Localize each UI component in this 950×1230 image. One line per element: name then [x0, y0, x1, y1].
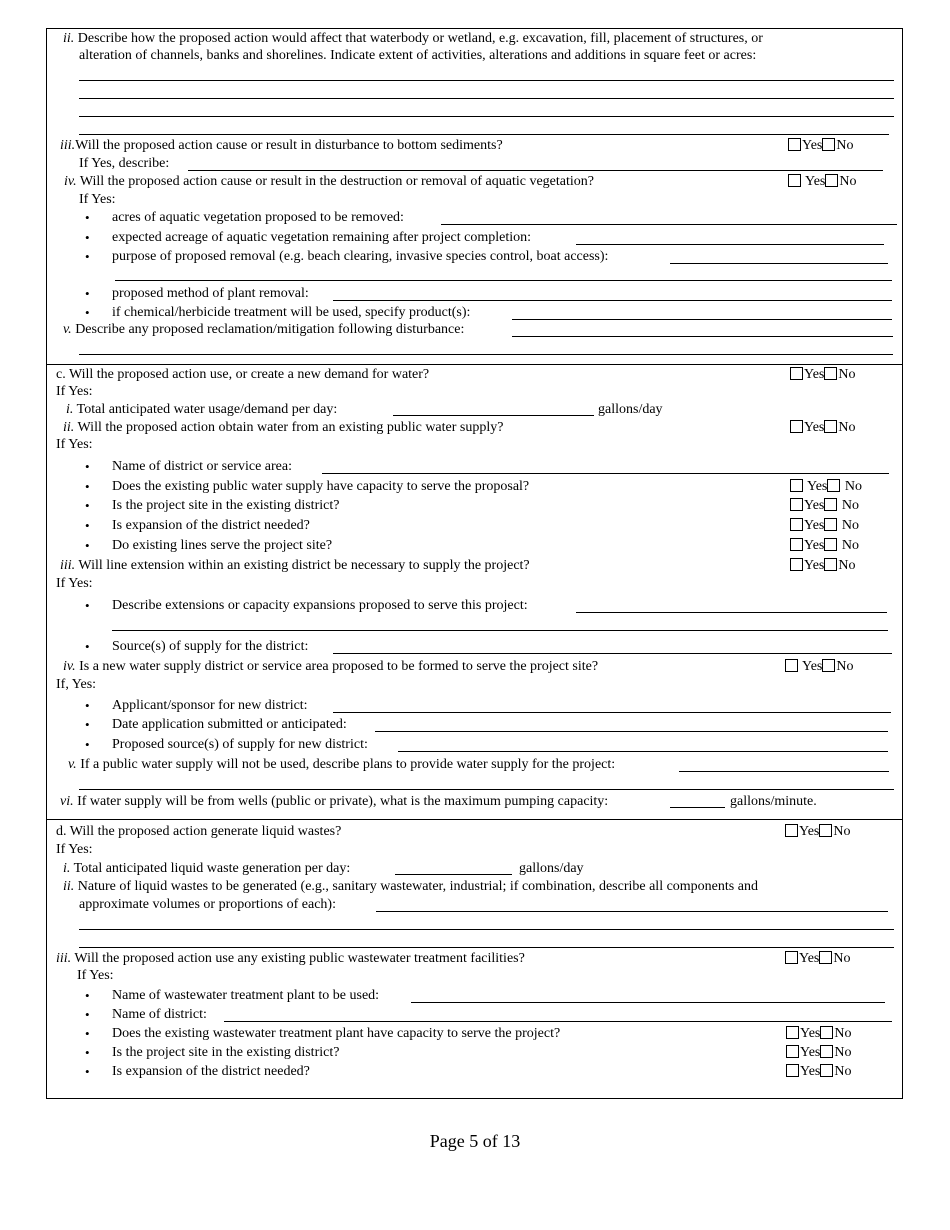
question-b-v: v. Describe any proposed reclamation/mitigation following disturbance:	[63, 322, 465, 337]
yes-no-d-iii: Yes No	[785, 951, 851, 967]
yes-no-in-district: Yes No	[790, 498, 859, 514]
yes-checkbox[interactable]	[790, 498, 803, 511]
bullet-text: Describe extensions or capacity expansions proposed to serve this project:	[112, 598, 528, 613]
bullet: •	[85, 498, 90, 513]
yes-checkbox[interactable]	[790, 518, 803, 531]
question-d: d. Will the proposed action generate liquid wastes?	[56, 824, 342, 839]
yes-no-d: Yes No	[785, 824, 851, 840]
bullet-text: Is the project site in the existing district?	[112, 1045, 340, 1060]
bullet: •	[85, 479, 90, 494]
yes-no-c-iv: Yes No	[785, 659, 853, 675]
yes-no-in-district: Yes No	[786, 1045, 852, 1061]
describe-input-line[interactable]	[188, 170, 883, 171]
bullet-text: if chemical/herbicide treatment will be used, specify product(s):	[112, 305, 471, 320]
question-b-iii: iii.Will the proposed action cause or result in disturbance to bottom sediments?	[60, 138, 503, 153]
answer-line[interactable]	[376, 911, 888, 912]
bullet-text: Proposed source(s) of supply for new district:	[112, 737, 368, 752]
answer-line[interactable]	[679, 771, 889, 772]
bullet-text: Does the existing public water supply have capacity to serve the proposal?	[112, 479, 530, 494]
answer-line[interactable]	[79, 354, 893, 355]
bullet-text: proposed method of plant removal:	[112, 286, 309, 301]
bullet-text: Applicant/sponsor for new district:	[112, 698, 308, 713]
answer-line[interactable]	[512, 336, 893, 337]
bullet: •	[85, 1007, 90, 1022]
answer-line[interactable]	[112, 630, 888, 631]
no-checkbox[interactable]	[824, 367, 837, 380]
answer-line[interactable]	[115, 280, 892, 281]
no-checkbox[interactable]	[824, 498, 837, 511]
answer-line[interactable]	[576, 244, 884, 245]
answer-line[interactable]	[79, 98, 894, 99]
yes-no-plant-capacity: Yes No	[786, 1026, 852, 1042]
answer-line[interactable]	[79, 789, 894, 790]
no-checkbox[interactable]	[822, 659, 835, 672]
no-checkbox[interactable]	[827, 479, 840, 492]
answer-line[interactable]	[333, 712, 891, 713]
yes-no-lines: Yes No	[790, 538, 859, 554]
bullet-text: expected acreage of aquatic vegetation remaining after project completion:	[112, 230, 532, 245]
bullet: •	[85, 1064, 90, 1079]
yes-no-expansion: Yes No	[790, 518, 859, 534]
bullet-text: acres of aquatic vegetation proposed to be removed:	[112, 210, 404, 225]
bullet-text: purpose of proposed removal (e.g. beach clearing, invasive species control, boat access):	[112, 249, 609, 264]
if-yes-label: If Yes:	[56, 576, 93, 591]
answer-line[interactable]	[224, 1021, 892, 1022]
yes-no-capacity: Yes No	[790, 479, 862, 495]
yes-no-expansion: Yes No	[786, 1064, 852, 1080]
answer-line[interactable]	[411, 1002, 885, 1003]
no-checkbox[interactable]	[819, 951, 832, 964]
bullet: •	[85, 210, 90, 225]
bullet-text: Name of district:	[112, 1007, 207, 1022]
pumping-capacity-input-line[interactable]	[670, 807, 725, 808]
answer-line[interactable]	[79, 116, 894, 117]
answer-line[interactable]	[375, 731, 888, 732]
no-checkbox[interactable]	[824, 558, 837, 571]
question-d-ii-line2: approximate volumes or proportions of each):	[79, 897, 336, 912]
unit-label: gallons/minute.	[730, 794, 817, 809]
yes-checkbox[interactable]	[790, 479, 803, 492]
bullet-text: Date application submitted or anticipated:	[112, 717, 347, 732]
no-checkbox[interactable]	[824, 518, 837, 531]
question-d-iii: iii. Will the proposed action use any existing public wastewater treatment facilities?	[56, 951, 525, 966]
if-yes-label: If Yes:	[77, 968, 114, 983]
question-c-ii: ii. Will the proposed action obtain water from an existing public water supply?	[63, 420, 504, 435]
yes-checkbox[interactable]	[790, 558, 803, 571]
bullet-text: Source(s) of supply for the district:	[112, 639, 309, 654]
yes-no-c: Yes No	[790, 367, 856, 383]
yes-checkbox[interactable]	[786, 1045, 799, 1058]
yes-checkbox[interactable]	[785, 659, 798, 672]
water-usage-input-line[interactable]	[393, 415, 594, 416]
bullet: •	[85, 598, 90, 613]
page-number: Page 5 of 13	[429, 1131, 521, 1151]
yes-checkbox[interactable]	[790, 538, 803, 551]
yes-checkbox[interactable]	[786, 1026, 799, 1039]
answer-line[interactable]	[333, 300, 892, 301]
yes-checkbox[interactable]	[786, 1064, 799, 1077]
bullet: •	[85, 538, 90, 553]
bullet: •	[85, 737, 90, 752]
bullet: •	[85, 305, 90, 320]
bullet-text: Does the existing wastewater treatment plant have capacity to serve the project?	[112, 1026, 561, 1041]
bullet-text: Is expansion of the district needed?	[112, 1064, 310, 1079]
district-name-input-line[interactable]	[322, 473, 889, 474]
question-c-v: v. If a public water supply will not be used, describe plans to provide water supply for the project:	[68, 757, 616, 772]
answer-line[interactable]	[79, 947, 894, 948]
question-c-i: i. Total anticipated water usage/demand per day:	[66, 402, 338, 417]
yes-no-b-iv: Yes No	[788, 174, 856, 190]
unit-label: gallons/day	[519, 861, 584, 876]
answer-line[interactable]	[79, 929, 894, 930]
question-c-iv: iv. Is a new water supply district or service area proposed to be formed to serve the project site?	[63, 659, 599, 674]
question-d-ii: ii. Nature of liquid wastes to be generated (e.g., sanitary wastewater, industrial; if combination, describe all components and	[63, 879, 758, 894]
yes-checkbox[interactable]	[785, 824, 798, 837]
bullet-text: Do existing lines serve the project site?	[112, 538, 333, 553]
bullet: •	[85, 249, 90, 264]
bullet-text: Name of district or service area:	[112, 459, 292, 474]
question-b-ii-line2: alteration of channels, banks and shorelines. Indicate extent of activities, alterations and additions in square feet or acres:	[79, 48, 757, 63]
bullet: •	[85, 1045, 90, 1060]
bullet: •	[85, 717, 90, 732]
if-yes-label: If Yes:	[56, 842, 93, 857]
answer-line[interactable]	[333, 653, 892, 654]
answer-line[interactable]	[512, 319, 892, 320]
bullet: •	[85, 518, 90, 533]
no-checkbox[interactable]	[820, 1045, 833, 1058]
bullet: •	[85, 698, 90, 713]
if-yes-label: If Yes:	[79, 192, 116, 207]
yes-checkbox[interactable]	[788, 138, 801, 151]
question-c: c. Will the proposed action use, or create a new demand for water?	[56, 367, 430, 382]
no-checkbox[interactable]	[824, 538, 837, 551]
question-c-iii: iii. Will line extension within an existing district be necessary to supply the project?	[60, 558, 530, 573]
bullet: •	[85, 1026, 90, 1041]
bullet: •	[85, 230, 90, 245]
bullet: •	[85, 639, 90, 654]
bullet-text: Is the project site in the existing district?	[112, 498, 340, 513]
question-c-vi: vi. If water supply will be from wells (public or private), what is the maximum pumping capacity:	[60, 794, 609, 809]
no-checkbox[interactable]	[825, 174, 838, 187]
no-checkbox[interactable]	[824, 420, 837, 433]
answer-line[interactable]	[79, 134, 889, 135]
section-divider	[47, 819, 902, 820]
if-yes-label: If Yes:	[56, 384, 93, 399]
yes-checkbox[interactable]	[788, 174, 801, 187]
question-d-i: i. Total anticipated liquid waste generation per day:	[63, 861, 351, 876]
yes-no-c-ii: Yes No	[790, 420, 856, 436]
bullet-text: Is expansion of the district needed?	[112, 518, 310, 533]
unit-label: gallons/day	[598, 402, 663, 417]
bullet: •	[85, 286, 90, 301]
answer-line[interactable]	[576, 612, 887, 613]
answer-line[interactable]	[441, 224, 897, 225]
no-checkbox[interactable]	[820, 1026, 833, 1039]
yes-checkbox[interactable]	[785, 951, 798, 964]
no-checkbox[interactable]	[822, 138, 835, 151]
bullet-text: Name of wastewater treatment plant to be used:	[112, 988, 380, 1003]
if-yes-label: If, Yes:	[56, 677, 97, 692]
answer-line[interactable]	[398, 751, 888, 752]
if-yes-describe-label: If Yes, describe:	[79, 156, 170, 171]
waste-generation-input-line[interactable]	[395, 874, 512, 875]
question-b-ii: ii. Describe how the proposed action would affect that waterbody or wetland, e.g. excavation, fill, placement of structures, or	[63, 31, 763, 46]
if-yes-label: If Yes:	[56, 437, 93, 452]
yes-checkbox[interactable]	[790, 367, 803, 380]
answer-line[interactable]	[79, 80, 894, 81]
question-b-iv: iv. Will the proposed action cause or result in the destruction or removal of aquatic vegetation?	[64, 174, 594, 189]
no-checkbox[interactable]	[819, 824, 832, 837]
yes-no-b-iii: Yes No	[788, 138, 854, 154]
yes-checkbox[interactable]	[790, 420, 803, 433]
bullet: •	[85, 459, 90, 474]
no-checkbox[interactable]	[820, 1064, 833, 1077]
bullet: •	[85, 988, 90, 1003]
answer-line[interactable]	[670, 263, 888, 264]
section-divider	[47, 364, 902, 365]
yes-no-c-iii: Yes No	[790, 558, 856, 574]
